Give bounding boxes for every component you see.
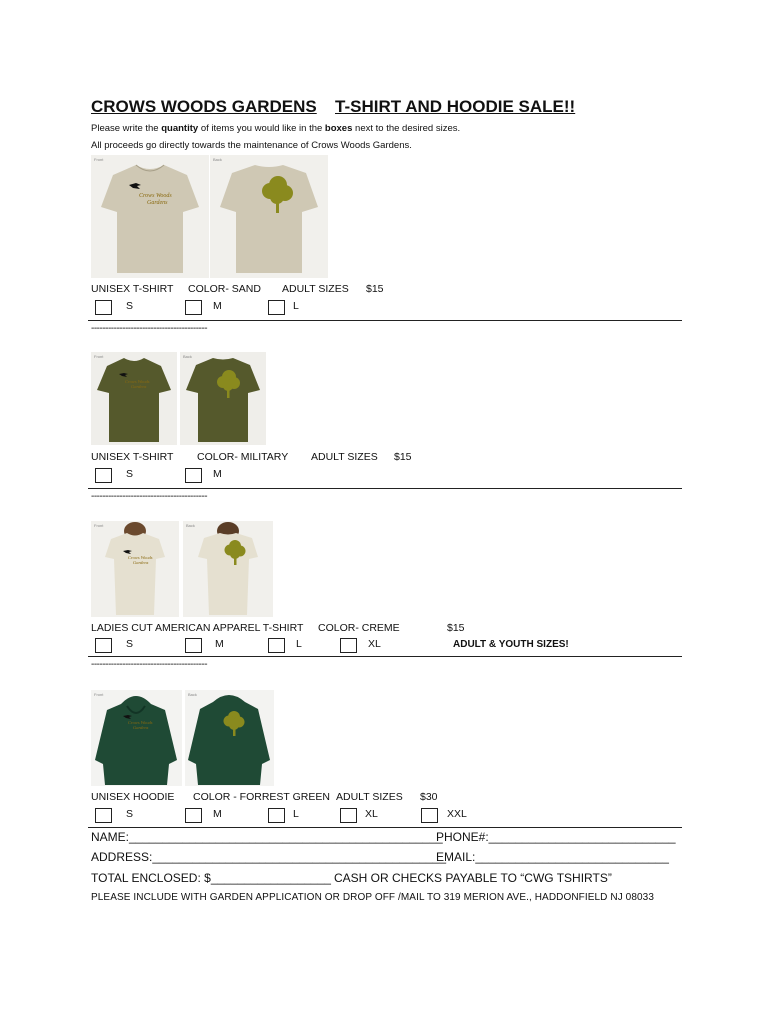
hoodie-back-shape — [188, 695, 270, 785]
product-1-front-photo — [91, 155, 209, 278]
svg-text:Crows Woods: Crows Woods — [128, 555, 153, 560]
product-2-size-m-label: M — [213, 468, 222, 480]
title-right: T-SHIRT AND HOODIE SALE!! — [335, 97, 576, 116]
svg-text:Gardens: Gardens — [147, 200, 168, 206]
front-label: Front — [94, 692, 104, 697]
product-3-size-xl-label: XL — [368, 638, 381, 650]
product-4-name: UNISEX HOODIE — [91, 791, 175, 803]
product-1-price: $15 — [366, 283, 384, 295]
product-4-size-l-label: L — [293, 808, 299, 820]
product-4-size-s-box[interactable] — [95, 808, 112, 823]
product-3-divider: ----------------------------------------- — [91, 659, 208, 670]
svg-text:Crows Woods: Crows Woods — [139, 193, 172, 199]
address-field[interactable]: ADDRESS:____________________________________________ — [91, 850, 446, 864]
product-1-color: COLOR- SAND — [188, 283, 261, 295]
product-3-color: COLOR- CREME — [318, 622, 400, 634]
product-1-size-s-box[interactable] — [95, 300, 112, 315]
product-4-size-xxl-box[interactable] — [421, 808, 438, 823]
product-3-size-m-box[interactable] — [185, 638, 202, 653]
product-3-rule — [88, 656, 682, 657]
product-2-price: $15 — [394, 451, 412, 463]
svg-text:Gardens: Gardens — [133, 725, 149, 730]
product-4-size-xl-box[interactable] — [340, 808, 357, 823]
product-2-rule — [88, 488, 682, 489]
svg-text:Gardens: Gardens — [131, 384, 147, 389]
product-3-back-photo — [183, 521, 273, 617]
product-1-size-s-label: S — [126, 300, 134, 312]
instructions-line-2: All proceeds go directly towards the maintenance of Crows Woods Gardens. — [91, 140, 412, 151]
front-label: Front — [94, 523, 104, 528]
product-3-note: ADULT & YOUTH SIZES! — [453, 639, 569, 650]
product-1-size-m-label: M — [213, 300, 222, 312]
product-3-size-xl-box[interactable] — [340, 638, 357, 653]
product-4-price: $30 — [420, 791, 438, 803]
product-1-name: UNISEX T-SHIRT — [91, 283, 174, 295]
back-label: Back — [186, 523, 195, 528]
phone-field[interactable]: PHONE#:____________________________ — [436, 830, 676, 844]
email-field[interactable]: EMAIL:_____________________________ — [436, 850, 669, 864]
product-4-rule — [88, 827, 682, 828]
product-1-sizes-label: ADULT SIZES — [282, 283, 349, 295]
product-4-sizes-label: ADULT SIZES — [336, 791, 403, 803]
product-2-sizes-label: ADULT SIZES — [311, 451, 378, 463]
product-1-back-photo — [210, 155, 328, 278]
product-4-size-xl-label: XL — [365, 808, 378, 820]
product-2-divider: ----------------------------------------- — [91, 491, 208, 502]
tshirt-front-shape — [105, 533, 165, 615]
product-4-size-s-label: S — [126, 808, 134, 820]
product-4-front-photo — [91, 690, 182, 786]
product-3-size-s-box[interactable] — [95, 638, 112, 653]
tshirt-front-shape — [101, 165, 199, 273]
back-label: Back — [188, 692, 197, 697]
product-2-size-s-label: S — [126, 468, 134, 480]
product-4-size-l-box[interactable] — [268, 808, 285, 823]
svg-text:Crows Woods: Crows Woods — [128, 720, 153, 725]
product-3-size-s-label: S — [126, 638, 134, 650]
product-1-rule — [88, 320, 682, 321]
instructions-line-1: Please write the quantity of items you would like in the boxes next to the desired sizes. — [91, 123, 461, 134]
hoodie-front-shape — [95, 696, 177, 785]
product-3-price: $15 — [447, 622, 465, 634]
product-4-size-m-box[interactable] — [185, 808, 202, 823]
product-2-back-photo — [180, 352, 266, 445]
tshirt-back-shape — [220, 165, 318, 273]
product-3-size-m-label: M — [215, 638, 224, 650]
product-3-name: LADIES CUT AMERICAN APPAREL T-SHIRT — [91, 622, 304, 634]
back-label: Back — [213, 157, 222, 162]
svg-text:Gardens: Gardens — [133, 560, 149, 565]
title-left: CROWS WOODS GARDENS — [91, 97, 317, 116]
product-3-size-l-box[interactable] — [268, 638, 285, 653]
svg-text:Crows Woods: Crows Woods — [125, 379, 150, 384]
product-2-front-photo — [91, 352, 177, 445]
name-field[interactable]: NAME:_______________________________________________ — [91, 830, 443, 844]
product-2-size-s-box[interactable] — [95, 468, 112, 483]
product-4-size-m-label: M — [213, 808, 222, 820]
product-2-color: COLOR- MILITARY — [197, 451, 289, 463]
product-2-name: UNISEX T-SHIRT — [91, 451, 174, 463]
product-2-size-m-box[interactable] — [185, 468, 202, 483]
product-3-size-l-label: L — [296, 638, 302, 650]
product-4-back-photo — [185, 690, 274, 786]
product-1-size-l-box[interactable] — [268, 300, 285, 315]
front-label: Front — [94, 354, 104, 359]
footer-address-note: PLEASE INCLUDE WITH GARDEN APPLICATION OR DROP OFF /MAIL TO 319 MERION AVE., HADDONFIELD NJ 08033 — [91, 892, 654, 903]
product-3-front-photo — [91, 521, 179, 617]
product-1-size-l-label: L — [293, 300, 299, 312]
product-4-size-xxl-label: XXL — [447, 808, 467, 820]
total-enclosed-field[interactable]: TOTAL ENCLOSED: $__________________ — [91, 871, 331, 885]
tshirt-front-shape — [97, 358, 171, 442]
tshirt-back-shape — [186, 358, 260, 442]
back-label: Back — [183, 354, 192, 359]
product-4-color: COLOR - FORREST GREEN — [193, 791, 330, 803]
payable-note: CASH OR CHECKS PAYABLE TO “CWG TSHIRTS” — [334, 871, 612, 885]
product-1-divider: ----------------------------------------- — [91, 323, 208, 334]
front-label: Front — [94, 157, 104, 162]
product-1-size-m-box[interactable] — [185, 300, 202, 315]
